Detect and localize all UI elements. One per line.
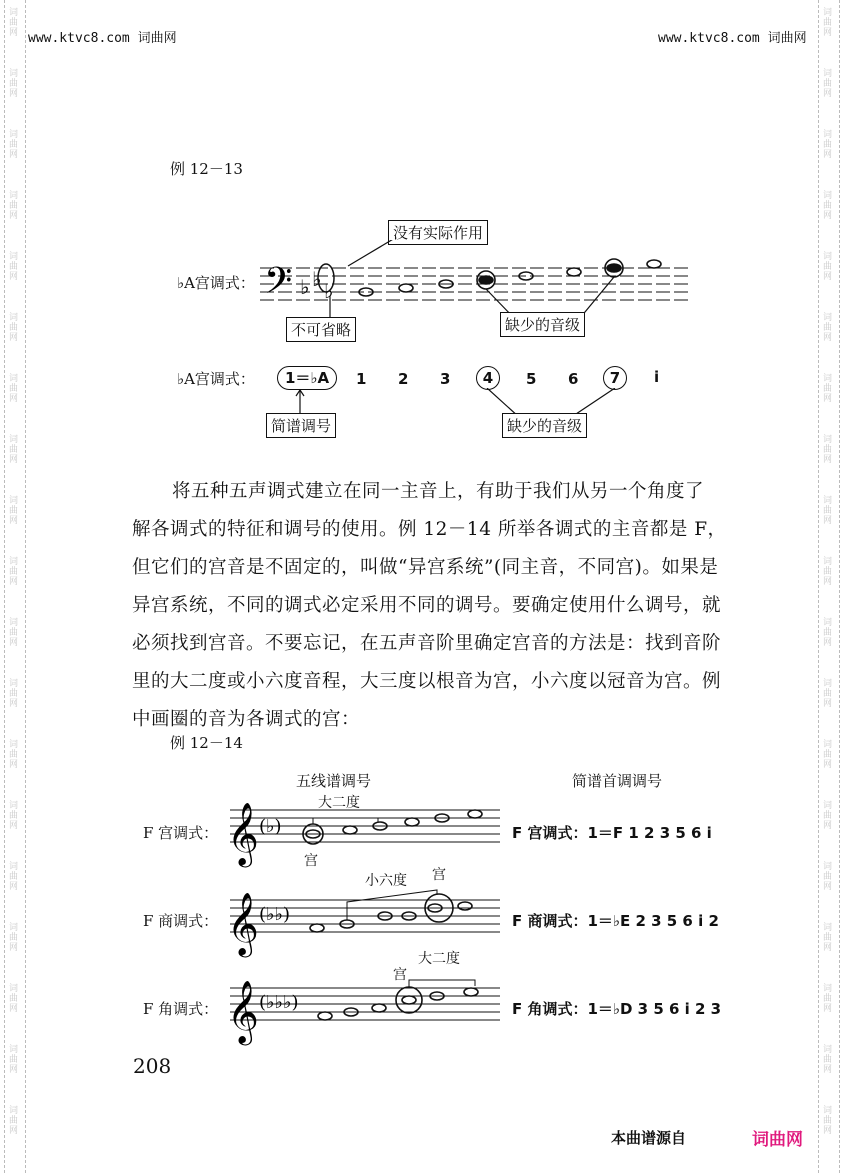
staff-f-gong <box>225 790 510 870</box>
watermark-glyph: 词 曲 网 <box>9 923 19 953</box>
watermark-glyph: 词 曲 网 <box>9 862 19 892</box>
key-accidental: (♭) <box>259 816 282 837</box>
flat-icon: ♭ <box>300 275 310 299</box>
row-label-f-jue: F 角调式： <box>143 1000 219 1018</box>
watermark-glyph: 词 曲 网 <box>823 679 833 709</box>
paragraph-line: 但它们的宫音是不固定的，叫做“异宫系统”(同主音，不同宫)。如果是 <box>132 557 719 578</box>
paragraph-line: 必须找到宫音。不要忘记，在五声音阶里确定宫音的方法是：找到音阶 <box>132 633 722 654</box>
watermark-glyph: 词 曲 网 <box>9 435 19 465</box>
callout-missing-degrees-top: 缺少的音级 <box>500 312 585 337</box>
jianpu-note-circled: 7 <box>603 366 627 390</box>
footer-brand-link[interactable]: 词曲网 <box>752 1130 803 1150</box>
ex13-jianpu-label: ♭A宫调式： <box>177 370 255 388</box>
paragraph-line: 中画圈的音为各调式的宫： <box>132 709 361 730</box>
watermark-glyph: 词 曲 网 <box>9 984 19 1014</box>
watermark-glyph: 词 曲 网 <box>9 374 19 404</box>
watermark-glyph: 词 曲 网 <box>823 435 833 465</box>
paragraph-line: 将五种五声调式建立在同一主音上，有助于我们从另一个角度了 <box>172 481 705 502</box>
watermark-glyph: 词 曲 网 <box>9 313 19 343</box>
key-signature-circle: 1＝♭A <box>277 366 337 390</box>
watermark-glyph: 词 曲 网 <box>9 130 19 160</box>
callout-not-omittable: 不可省略 <box>286 317 356 342</box>
header-right-url[interactable]: www.ktvc8.com 词曲网 <box>658 31 807 46</box>
footer-source-text: 本曲谱源自 <box>611 1129 687 1147</box>
watermark-glyph: 词 曲 网 <box>823 1106 833 1136</box>
watermark-glyph: 词 曲 网 <box>823 923 833 953</box>
paragraph-line: 里的大二度或小六度音程，大三度以根音为宫，小六度以冠音为宫。例 <box>132 671 722 692</box>
watermark-glyph: 词 曲 网 <box>823 252 833 282</box>
watermark-glyph: 词 曲 网 <box>823 130 833 160</box>
interval-label: 大二度 <box>418 951 460 967</box>
flat-icon: ♭ <box>324 279 334 303</box>
row-label-f-gong: F 宫调式： <box>143 824 219 842</box>
paragraph-line: 异宫系统，不同的调式必定采用不同的调号。要确定使用什么调号，就 <box>132 595 722 616</box>
jianpu-note-circled: 4 <box>476 366 500 390</box>
jianpu-note: 3 <box>440 370 451 388</box>
row-label-f-shang: F 商调式： <box>143 912 219 930</box>
bass-clef-icon: 𝄢 <box>264 260 293 311</box>
watermark-glyph: 词 曲 网 <box>823 862 833 892</box>
treble-clef-icon: 𝄞 <box>227 980 259 1043</box>
watermark-glyph: 词 曲 网 <box>9 679 19 709</box>
watermark-glyph: 词 曲 网 <box>9 69 19 99</box>
gong-label: 宫 <box>393 967 407 983</box>
callout-jianpu-key: 简谱调号 <box>266 413 336 438</box>
watermark-glyph: 词 曲 网 <box>9 801 19 831</box>
note-icon <box>607 264 621 272</box>
watermark-glyph: 词 曲 网 <box>9 557 19 587</box>
watermark-glyph: 词 曲 网 <box>823 557 833 587</box>
watermark-glyph: 词 曲 网 <box>823 69 833 99</box>
callout-no-effect: 没有实际作用 <box>388 220 488 245</box>
watermark-glyph: 词 曲 网 <box>823 984 833 1014</box>
watermark-glyph: 词 曲 网 <box>9 1106 19 1136</box>
interval-label: 小六度 <box>365 873 407 889</box>
staff-f-jue <box>225 968 510 1048</box>
jianpu-note-high: i <box>654 368 660 386</box>
watermark-glyph: 词 曲 网 <box>9 252 19 282</box>
note-icon <box>567 268 581 276</box>
watermark-glyph: 词 曲 网 <box>823 8 833 38</box>
example-12-14-label: 例 12－14 <box>170 734 243 752</box>
column-staff-key: 五线谱调号 <box>296 772 372 790</box>
jianpu-note: 5 <box>526 370 537 388</box>
watermark-glyph: 词 曲 网 <box>823 191 833 221</box>
column-jianpu-key: 简谱首调调号 <box>572 772 663 790</box>
paragraph-line: 解各调式的特征和调号的使用。例 12－14 所举各调式的主音都是 F， <box>132 519 727 540</box>
watermark-glyph: 词 曲 网 <box>9 496 19 526</box>
gong-label: 宫 <box>304 853 318 869</box>
jianpu-note: 2 <box>398 370 409 388</box>
watermark-glyph: 词 曲 网 <box>9 740 19 770</box>
jianpu-note: 6 <box>568 370 579 388</box>
jianpu-row-f-jue: F 角调式：1＝♭D 3 5 6 i 2 3 <box>512 1000 722 1018</box>
note-icon <box>479 276 493 284</box>
watermark-glyph: 词 曲 网 <box>823 740 833 770</box>
body-paragraph <box>132 473 792 739</box>
gong-label: 宫 <box>432 867 446 883</box>
staff-f-shang <box>225 880 510 960</box>
key-accidental: (♭♭♭) <box>259 992 299 1013</box>
watermark-glyph: 词 曲 网 <box>823 374 833 404</box>
watermark-glyph: 词 曲 网 <box>823 496 833 526</box>
callout-missing-degrees-bottom: 缺少的音级 <box>502 413 587 438</box>
watermark-glyph: 词 曲 网 <box>9 191 19 221</box>
jianpu-note: 1 <box>356 370 367 388</box>
ex13-staff-label: ♭A宫调式： <box>177 274 255 292</box>
watermark-glyph: 词 曲 网 <box>823 313 833 343</box>
treble-clef-icon: 𝄞 <box>227 802 259 865</box>
watermark-glyph: 词 曲 网 <box>823 618 833 648</box>
watermark-glyph: 词 曲 网 <box>9 8 19 38</box>
watermark-glyph: 词 曲 网 <box>9 1045 19 1075</box>
watermark-glyph: 词 曲 网 <box>823 801 833 831</box>
interval-label: 大二度 <box>318 795 360 811</box>
note-icon <box>647 260 661 268</box>
header-left-url[interactable]: www.ktvc8.com 词曲网 <box>28 31 177 46</box>
watermark-glyph: 词 曲 网 <box>823 1045 833 1075</box>
page-number: 208 <box>133 1054 172 1078</box>
watermark-glyph: 词 曲 网 <box>9 618 19 648</box>
note-icon <box>399 284 413 292</box>
jianpu-row-f-gong: F 宫调式：1＝F 1 2 3 5 6 i <box>512 824 712 842</box>
flat-icon: ♭ <box>312 267 322 291</box>
jianpu-row-f-shang: F 商调式：1＝♭E 2 3 5 6 i 2 <box>512 912 719 930</box>
treble-clef-icon: 𝄞 <box>227 892 259 955</box>
key-accidental: (♭♭) <box>259 904 291 925</box>
example-12-13-label: 例 12－13 <box>170 160 243 178</box>
